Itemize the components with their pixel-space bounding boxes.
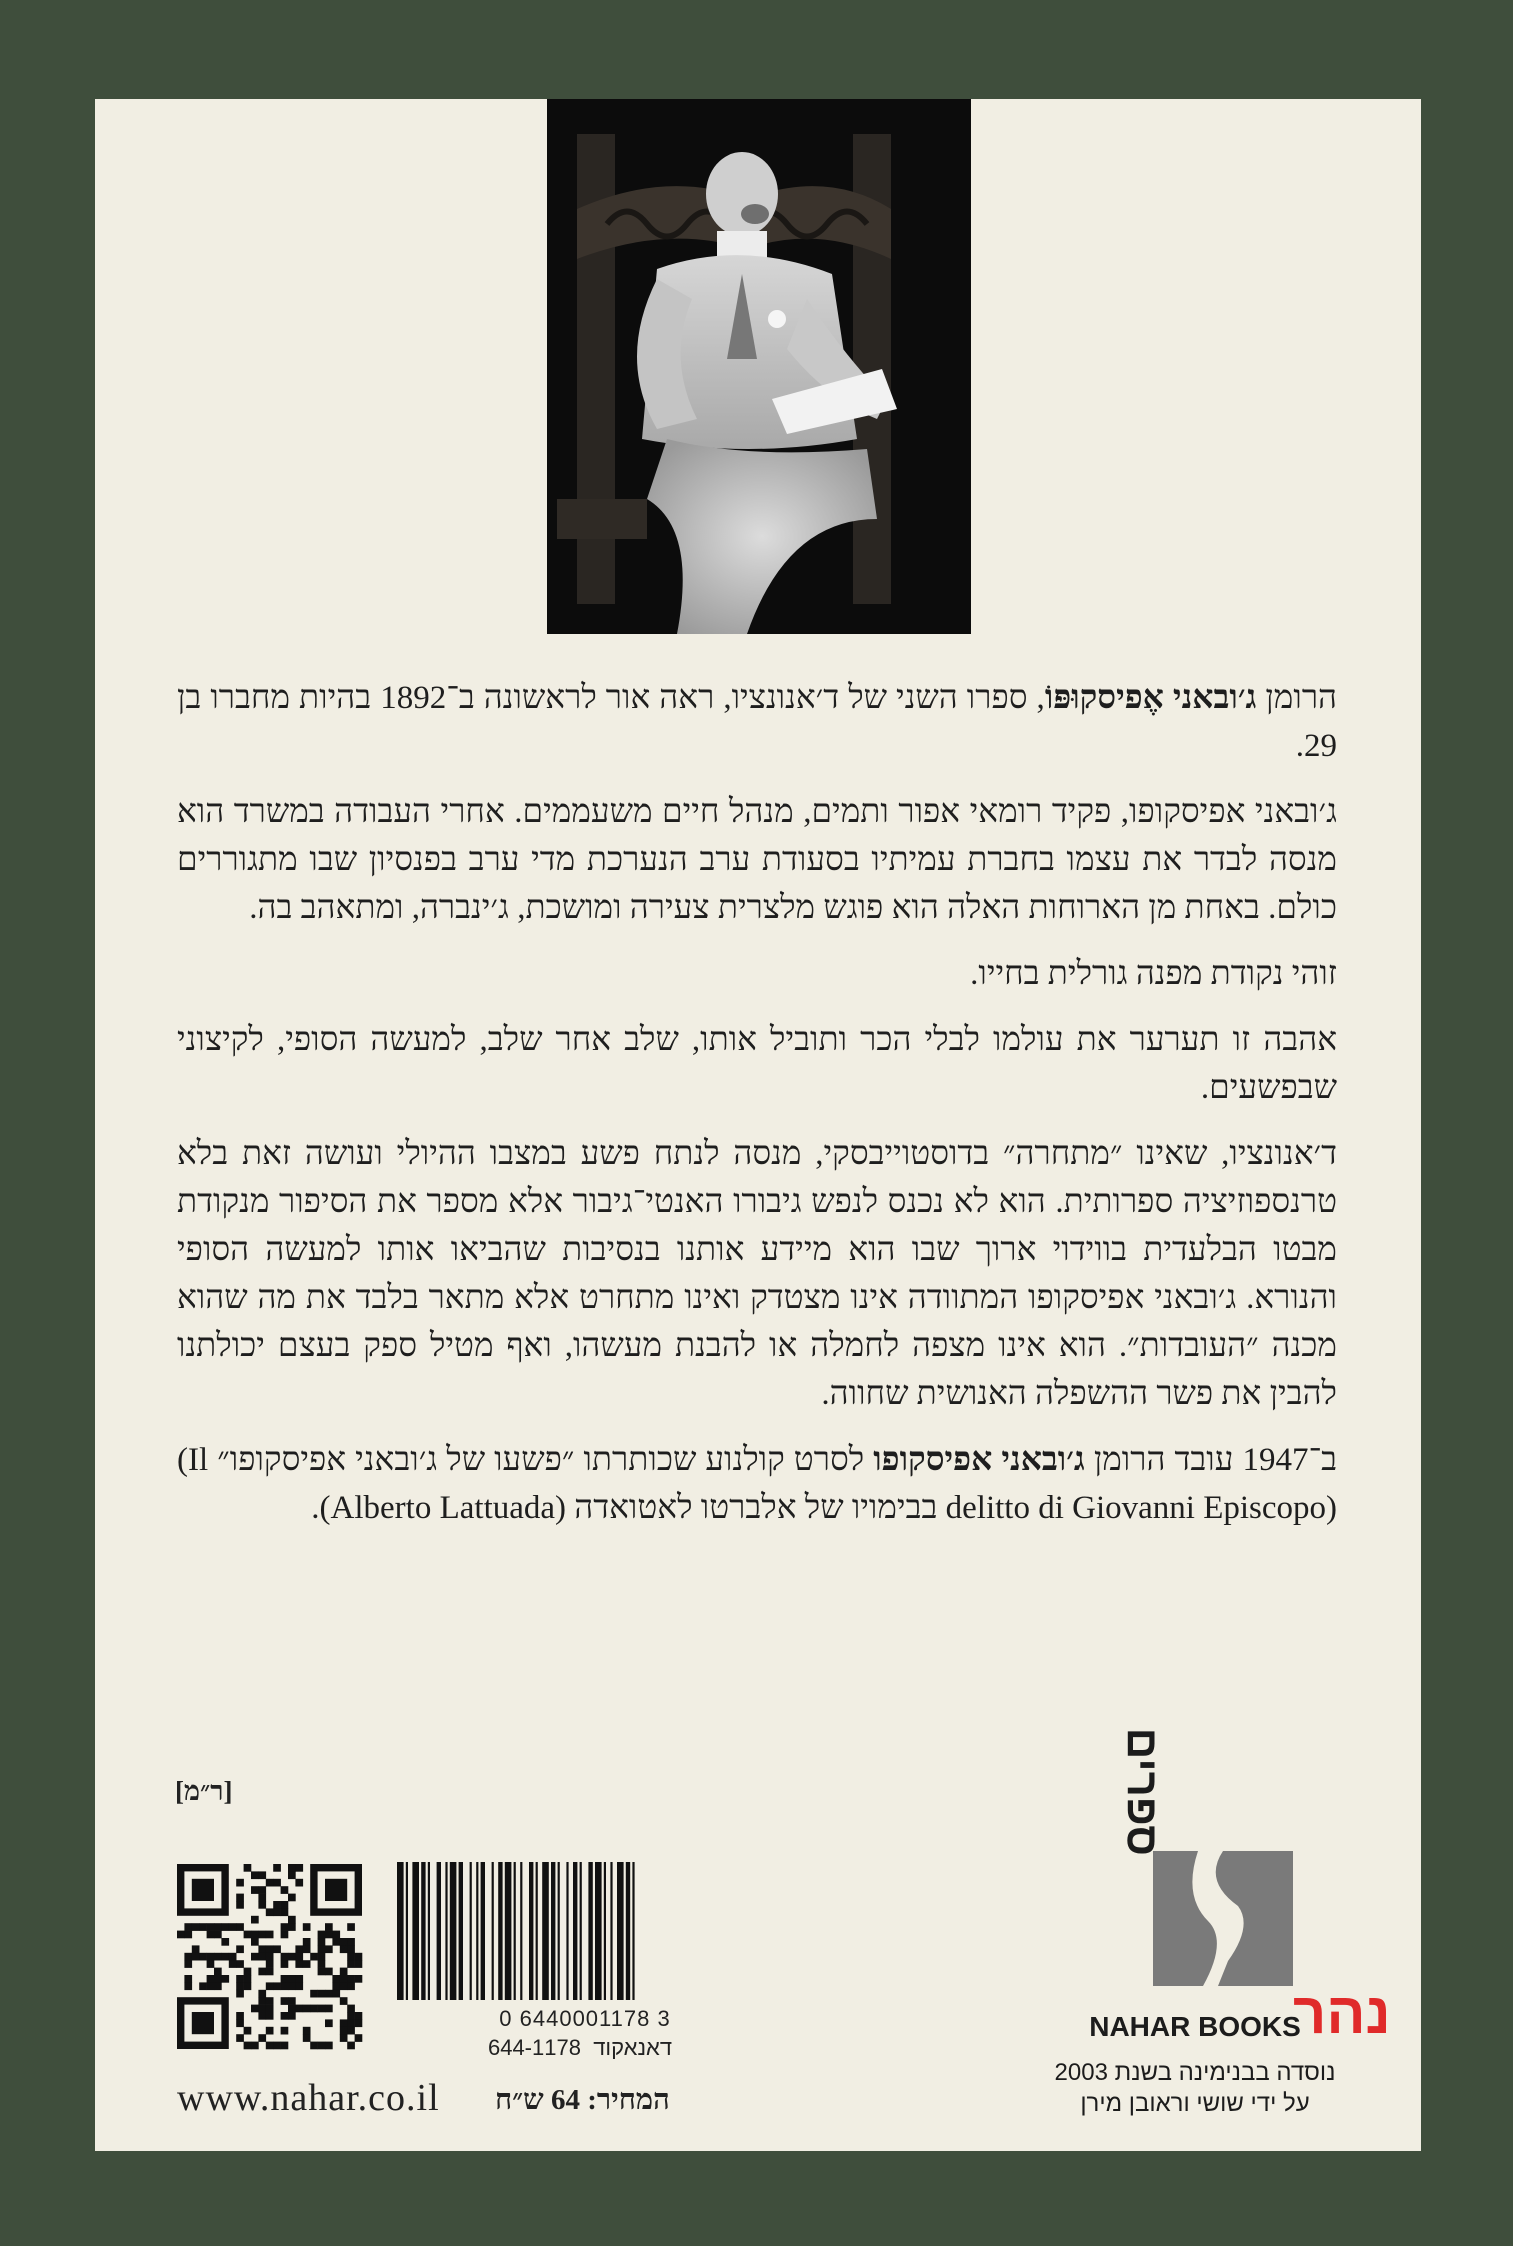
qr-module — [318, 1968, 326, 1976]
qr-module — [266, 2027, 274, 2035]
qr-module — [244, 1968, 252, 1976]
qr-module — [214, 1923, 222, 1931]
qr-module — [236, 1975, 244, 1983]
qr-module — [325, 1990, 333, 1998]
qr-module — [214, 1931, 222, 1939]
qr-module — [184, 1975, 192, 1983]
qr-module — [325, 2019, 333, 2027]
qr-module — [303, 1945, 311, 1953]
qr-module — [184, 1953, 192, 1961]
qr-module — [258, 1886, 266, 1894]
barcode-bar — [580, 1862, 582, 2000]
blurb-paragraph-3: זוהי נקודת מפנה גורלית בחייו. — [970, 956, 1337, 992]
qr-module — [229, 1923, 237, 1931]
qr-module — [266, 2005, 274, 2013]
logo-text-sfarim: ספרים — [1118, 1727, 1167, 1856]
qr-module — [288, 1975, 296, 1983]
barcode-bar — [445, 1862, 447, 2000]
book-title: ג׳ובאני אפיסקופו — [873, 1442, 1085, 1478]
qr-module — [281, 1923, 289, 1931]
qr-module — [318, 2042, 326, 2050]
qr-module — [258, 1945, 266, 1953]
qr-module — [295, 1879, 303, 1887]
qr-module — [288, 1997, 296, 2005]
qr-module — [192, 1945, 200, 1953]
barcode-bar — [476, 1862, 478, 2000]
qr-module — [236, 2019, 244, 2027]
barcode-bar — [514, 1862, 516, 2000]
qr-module — [244, 1975, 252, 1983]
qr-module — [318, 1990, 326, 1998]
qr-module — [347, 2012, 355, 2020]
qr-module — [244, 1864, 252, 1872]
qr-module — [281, 1997, 289, 2005]
qr-module — [340, 2027, 348, 2035]
qr-module — [273, 1982, 281, 1990]
ean-number: 0 6440001178 3 — [499, 2006, 671, 2031]
qr-module — [347, 1960, 355, 1968]
qr-module — [303, 2005, 311, 2013]
qr-module — [236, 1945, 244, 1953]
qr-module — [288, 1982, 296, 1990]
qr-module — [281, 1886, 289, 1894]
barcode-bar — [566, 1862, 568, 2000]
qr-module — [221, 1923, 229, 1931]
qr-module — [258, 1931, 266, 1939]
qr-module — [347, 1938, 355, 1946]
blurb-paragraph-1: הרומן ג׳ובאני אֶפיסקוּפּוֹ, ספרו השני של ד׳אנונציו, ראה אור לראשונה ב־1892 בהיות מחברו בן 29. — [177, 680, 1338, 764]
barcode-bar — [632, 1862, 634, 2000]
qr-module — [295, 1864, 303, 1872]
qr-module — [184, 1923, 192, 1931]
qr-module — [347, 1982, 355, 1990]
barcode-bar — [459, 1862, 463, 2000]
qr-module — [288, 2012, 296, 2020]
qr-module — [355, 1953, 363, 1961]
blurb-paragraph-4: אהבה זו תערער את עולמו לבלי הכר ותוביל אותו, שלב אחר שלב, למעשה הסופי, לקיצוני שבפשעים. — [177, 1022, 1337, 1106]
barcode-bar — [505, 1862, 512, 2000]
book-title: ג׳ובאני אֶפיסקוּפּוֹ — [1044, 680, 1257, 716]
qr-module — [325, 2005, 333, 2013]
qr-module — [318, 2005, 326, 2013]
barcode-bar — [520, 1862, 522, 2000]
portrait-photo-icon — [547, 99, 971, 634]
translator-credit: [ר״מ] — [175, 1776, 233, 1806]
barcode-bar — [492, 1862, 494, 2000]
barcode-bar — [481, 1862, 485, 2000]
qr-module — [340, 1938, 348, 1946]
qr-module — [251, 2005, 259, 2013]
qr-module — [332, 1990, 340, 1998]
qr-module — [288, 1864, 296, 1872]
qr-module — [221, 1975, 229, 1983]
qr-module — [251, 1931, 259, 1939]
qr-module — [325, 1945, 333, 1953]
film-title-latin: (Il delitto di Giovanni Episcopo) — [177, 1442, 1337, 1526]
barcode-bar — [610, 1862, 612, 2000]
barcode-bar — [536, 1862, 538, 2000]
qr-module — [266, 1953, 274, 1961]
qr-module — [236, 1982, 244, 1990]
qr-module — [251, 1871, 259, 1879]
qr-module — [251, 1916, 259, 1924]
qr-module — [281, 1931, 289, 1939]
qr-module — [325, 1923, 333, 1931]
qr-module — [214, 1968, 222, 1976]
qr-module — [266, 1879, 274, 1887]
qr-module — [325, 2042, 333, 2050]
qr-module — [332, 1931, 340, 1939]
qr-module — [310, 1990, 318, 1998]
qr-module — [355, 1975, 363, 1983]
blurb-paragraph-2: ג׳ובאני אפיסקופו, פקיד רומאי אפור ותמים, מנהל חיים משעממים. אחרי העבודה במשרד הוא מנסה לבדר את עצמו בחברת עמיתיו בסעודת ערב הנערכת מדי ערב בפנסיון שבו מתגוררים כולם. באחת מן הארוחות האלה הוא פוגש מלצרית צעירה ומושכת, ג׳ינברה, ומתאהב בה. — [177, 794, 1337, 926]
book-back-cover — [95, 99, 1421, 2151]
qr-module — [310, 1953, 318, 1961]
qr-module — [340, 2034, 348, 2042]
barcode-bar — [542, 1862, 549, 2000]
qr-module — [340, 1975, 348, 1983]
qr-module — [266, 1968, 274, 1976]
qr-module — [288, 1871, 296, 1879]
qr-module — [288, 1923, 296, 1931]
qr-module — [318, 1953, 326, 1961]
qr-module — [281, 1908, 289, 1916]
qr-module — [318, 1931, 326, 1939]
qr-module — [192, 1953, 200, 1961]
qr-module — [288, 2005, 296, 2013]
qr-module — [258, 2034, 266, 2042]
qr-module — [177, 1931, 185, 1939]
qr-module — [288, 1953, 296, 1961]
qr-module — [192, 1923, 200, 1931]
qr-module — [214, 1953, 222, 1961]
qr-finder-core — [192, 1879, 214, 1901]
qr-module — [332, 1982, 340, 1990]
qr-module — [184, 1931, 192, 1939]
danacode-line: דאנאקוד 644-1178 — [487, 2035, 673, 2060]
publisher-name: NAHAR BOOKS — [1089, 2011, 1301, 2042]
qr-module — [355, 1960, 363, 1968]
qr-module — [310, 2042, 318, 2050]
qr-module — [229, 1960, 237, 1968]
qr-module — [318, 1960, 326, 1968]
qr-module — [281, 2027, 289, 2035]
qr-module — [258, 1894, 266, 1902]
blurb-paragraph-6: ב־1947 עובד הרומן ג׳ובאני אפיסקופו לסרט קולנוע שכותרתו ״פשעו של ג׳ובאני אפיסקופו״ (Il delitto di Giovanni Episcopo) בבימויו של אלברטו לאטואדה (Alberto Lattuada). — [177, 1442, 1337, 1526]
qr-module — [221, 1938, 229, 1946]
barcode-bar — [558, 1862, 560, 2000]
qr-module — [258, 1990, 266, 1998]
qr-module — [207, 1931, 215, 1939]
qr-module — [221, 1953, 229, 1961]
qr-module — [281, 1975, 289, 1983]
qr-module — [303, 2034, 311, 2042]
barcode-bar — [412, 1862, 419, 2000]
qr-module — [207, 1953, 215, 1961]
qr-module — [266, 2012, 274, 2020]
qr-module — [347, 1975, 355, 1983]
qr-module — [214, 1975, 222, 1983]
qr-module — [244, 1982, 252, 1990]
qr-module — [281, 1960, 289, 1968]
barcode-bar — [428, 1862, 430, 2000]
qr-module — [236, 2034, 244, 2042]
qr-module — [236, 2012, 244, 2020]
qr-module — [347, 1953, 355, 1961]
barcode-bar — [470, 1862, 472, 2000]
logo-text-nahar: נהר — [1293, 1981, 1391, 2046]
qr-module — [273, 1908, 281, 1916]
qr-module — [251, 1886, 259, 1894]
qr-module — [325, 1968, 333, 1976]
qr-module — [347, 1945, 355, 1953]
qr-module — [295, 1982, 303, 1990]
qr-module — [258, 1997, 266, 2005]
qr-module — [288, 1894, 296, 1902]
barcode-bar — [529, 1862, 533, 2000]
qr-module — [273, 1901, 281, 1909]
qr-module — [295, 1953, 303, 1961]
qr-module — [244, 2027, 252, 2035]
qr-module — [347, 2042, 355, 2050]
barcode-icon — [393, 1862, 737, 2002]
qr-module — [347, 2019, 355, 2027]
qr-module — [340, 1968, 348, 1976]
blurb-paragraph-5: ד׳אנונציו, שאינו ״מתחרה״ בדוסטוייבסקי, מנסה לנתח פשע במצבו ההיולי ועושה זאת בלא טרנספוזיציה ספרותית. הוא לא נכנס לנפש גיבורו האנטי־גיבור אלא מספר את הסיפור מנקודת מבטו הבלעדית בווידוי ארוך שבו הוא מיידע אותנו בנסיבות שהביאו אותו למעשה הסופי והנורא. ג׳ובאני אפיסקופו המתוודה אינו מצטדק ואינו מתחרט אלא מתאר בלבד את מה שהוא מכנה ״העובדות״. הוא אינו מצפה לחמלה או להבנת מעשהו, ואף מטיל ספק בעצם יכולתנו להבין את פשר ההשפלה האנושית שחווה. — [177, 1136, 1337, 1412]
qr-module — [355, 2034, 363, 2042]
qr-module — [184, 1960, 192, 1968]
qr-module — [318, 1945, 326, 1953]
barcode-bar — [626, 1862, 630, 2000]
qr-module — [295, 1945, 303, 1953]
barcode-bar — [588, 1862, 592, 2000]
publisher-founded: נוסדה בבנימינה בשנת 2003 על ידי שושי וראובן מירן — [1054, 2059, 1336, 2117]
qr-module — [199, 1923, 207, 1931]
qr-module — [236, 1923, 244, 1931]
qr-module — [258, 2005, 266, 2013]
qr-module — [236, 1990, 244, 1998]
qr-module — [207, 1923, 215, 1931]
qr-module — [281, 1901, 289, 1909]
qr-module — [303, 1938, 311, 1946]
qr-module — [207, 1960, 215, 1968]
qr-module — [355, 2012, 363, 2020]
qr-module — [355, 2019, 363, 2027]
qr-module — [347, 2005, 355, 2013]
qr-module — [258, 1871, 266, 1879]
qr-module — [207, 1975, 215, 1983]
publisher-website-link[interactable]: www.nahar.co.il — [177, 2077, 440, 2119]
qr-module — [266, 1945, 274, 1953]
qr-module — [236, 1960, 244, 1968]
barcode-bar — [573, 1862, 577, 2000]
barcode-bar — [551, 1862, 555, 2000]
qr-module — [258, 1901, 266, 1909]
barcode-bar — [498, 1862, 502, 2000]
qr-module — [295, 2005, 303, 2013]
qr-module — [258, 1953, 266, 1961]
qr-module — [251, 1953, 259, 1961]
qr-module — [340, 1997, 348, 2005]
barcode-bar — [595, 1862, 602, 2000]
qr-module — [273, 1864, 281, 1872]
qr-module — [332, 1938, 340, 1946]
qr-module — [184, 1982, 192, 1990]
blurb-text — [177, 674, 1337, 1550]
barcode-bar — [397, 1862, 404, 2000]
barcode-bar — [437, 1862, 441, 2000]
qr-module — [340, 1982, 348, 1990]
barcode-bar — [421, 1862, 425, 2000]
qr-module — [310, 2005, 318, 2013]
qr-module — [258, 2012, 266, 2020]
qr-finder-core — [325, 1879, 347, 1901]
qr-module — [340, 2019, 348, 2027]
qr-module — [214, 1982, 222, 1990]
qr-module — [347, 2027, 355, 2035]
qr-module — [236, 1879, 244, 1887]
qr-module — [199, 1982, 207, 1990]
qr-module — [281, 1982, 289, 1990]
qr-module — [281, 1953, 289, 1961]
qr-module — [251, 1938, 259, 1946]
author-portrait-photo — [547, 99, 971, 634]
qr-module — [244, 1931, 252, 1939]
qr-module — [340, 1945, 348, 1953]
barcode-bar — [406, 1862, 408, 2000]
qr-module — [266, 1931, 274, 1939]
qr-module — [199, 1953, 207, 1961]
qr-module — [266, 1982, 274, 1990]
barcode-bar — [617, 1862, 624, 2000]
qr-code-icon — [177, 1864, 362, 2049]
qr-module — [303, 2027, 311, 2035]
qr-module — [281, 2012, 289, 2020]
qr-module — [295, 1960, 303, 1968]
qr-module — [266, 1997, 274, 2005]
director-name-latin: (Alberto Lattuada) — [319, 1490, 567, 1526]
qr-module — [266, 2042, 274, 2050]
qr-module — [273, 1879, 281, 1887]
qr-module — [251, 2042, 259, 2050]
qr-module — [281, 2042, 289, 2050]
qr-finder-core — [192, 2012, 214, 2034]
qr-module — [266, 1908, 274, 1916]
qr-module — [288, 1916, 296, 1924]
qr-module — [295, 1975, 303, 1983]
qr-module — [258, 1968, 266, 1976]
qr-module — [236, 1901, 244, 1909]
qr-module — [303, 1960, 311, 1968]
qr-module — [332, 1975, 340, 1983]
qr-module — [266, 1960, 274, 1968]
qr-module — [244, 2042, 252, 2050]
qr-module — [236, 1894, 244, 1902]
barcode-bar — [450, 1862, 457, 2000]
qr-module — [347, 1923, 355, 1931]
qr-module — [303, 1923, 311, 1931]
qr-module — [318, 1938, 326, 1946]
qr-module — [273, 2042, 281, 2050]
barcode-bar — [604, 1862, 606, 2000]
qr-module — [229, 1953, 237, 1961]
qr-module — [325, 1931, 333, 1939]
qr-module — [273, 1945, 281, 1953]
qr-module — [207, 1982, 215, 1990]
price-label: המחיר: 64 ש״ח — [495, 2084, 670, 2116]
